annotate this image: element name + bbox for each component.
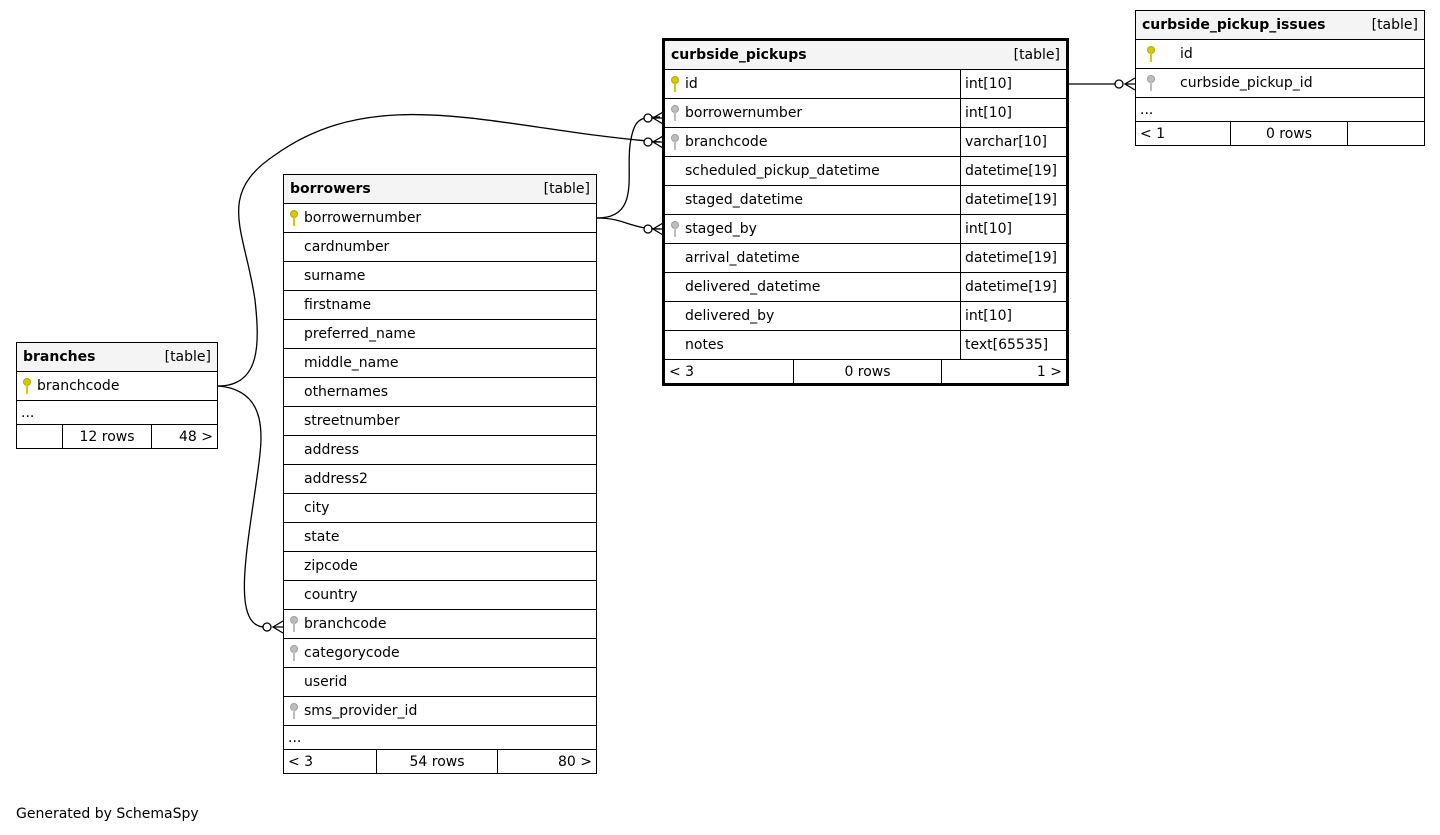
column-name: delivered_by: [685, 308, 775, 324]
table-name: branches: [23, 349, 96, 365]
column-row[interactable]: [665, 128, 1066, 157]
table-type: [table]: [164, 349, 211, 365]
column-name: id: [685, 76, 698, 92]
edge-branches-to-borrowers-branchcode: [218, 386, 265, 627]
column-name: branchcode: [37, 378, 120, 394]
column-row[interactable]: [284, 581, 596, 610]
column-row[interactable]: [284, 233, 596, 262]
table-footer: [665, 360, 1066, 383]
column-row[interactable]: [284, 523, 596, 552]
column-name: sms_provider_id: [304, 703, 418, 719]
column-row[interactable]: [284, 320, 596, 349]
table-footer: [284, 750, 596, 773]
column-type: datetime[19]: [960, 244, 1066, 272]
column-type: int[10]: [960, 215, 1066, 243]
column-type: varchar[10]: [960, 128, 1066, 156]
column-row[interactable]: [1136, 40, 1424, 69]
column-row[interactable]: [665, 273, 1066, 302]
column-type: text[65535]: [960, 331, 1066, 359]
column-type: datetime[19]: [960, 157, 1066, 185]
column-name: cardnumber: [304, 239, 390, 255]
table-header: [284, 175, 596, 204]
column-row[interactable]: [284, 697, 596, 726]
table-curbside-pickup-issues[interactable]: [1135, 10, 1425, 146]
column-row[interactable]: [17, 372, 217, 401]
column-name: othernames: [304, 384, 389, 400]
foreign-key-icon: [1147, 75, 1155, 91]
table-footer: [17, 425, 217, 448]
column-type: int[10]: [960, 302, 1066, 330]
column-name: categorycode: [304, 645, 400, 661]
column-name: arrival_datetime: [685, 250, 800, 266]
column-name: staged_by: [685, 221, 757, 237]
column-row[interactable]: [665, 331, 1066, 360]
column-name: country: [304, 587, 358, 603]
foreign-key-icon: [671, 221, 679, 237]
footer-parents: [17, 425, 62, 448]
crowfoot-circle: [1115, 80, 1123, 88]
column-name: branchcode: [304, 616, 387, 632]
foreign-key-icon: [290, 703, 298, 719]
column-name: notes: [685, 337, 724, 353]
table-branches[interactable]: [16, 342, 218, 449]
column-type: datetime[19]: [960, 186, 1066, 214]
primary-key-icon: [23, 378, 31, 394]
column-row[interactable]: [284, 349, 596, 378]
column-name: userid: [304, 674, 348, 690]
table-type: [table]: [1371, 17, 1418, 33]
crowfoot-marker: [273, 621, 283, 633]
column-row[interactable]: [284, 552, 596, 581]
footer-row-count: 12 rows: [62, 425, 151, 448]
column-name: preferred_name: [304, 326, 416, 342]
column-name: delivered_datetime: [685, 279, 821, 295]
foreign-key-icon: [671, 134, 679, 150]
column-row[interactable]: [665, 186, 1066, 215]
footer-row-count: 54 rows: [376, 750, 497, 773]
column-name: branchcode: [685, 134, 768, 150]
foreign-key-icon: [671, 105, 679, 121]
column-name: scheduled_pickup_datetime: [685, 163, 880, 179]
column-name: curbside_pickup_id: [1180, 75, 1313, 91]
table-header: [665, 41, 1066, 70]
more-columns: ...: [1136, 98, 1424, 122]
column-row[interactable]: [284, 494, 596, 523]
column-row[interactable]: [665, 70, 1066, 99]
crowfoot-circle: [263, 623, 271, 631]
crowfoot-circle: [644, 114, 652, 122]
footer-children: 1 >: [941, 360, 1066, 383]
column-name: city: [304, 500, 330, 516]
footer-parents: < 1: [1140, 125, 1166, 142]
foreign-key-icon: [290, 616, 298, 632]
column-row[interactable]: [1136, 69, 1424, 98]
column-row[interactable]: [665, 99, 1066, 128]
table-curbside-pickups[interactable]: [662, 38, 1069, 386]
footer-row-count: 0 rows: [793, 360, 941, 383]
footer-row-count: 0 rows: [1230, 122, 1347, 145]
column-name: middle_name: [304, 355, 399, 371]
table-header: [17, 343, 217, 372]
column-row[interactable]: [284, 204, 596, 233]
crowfoot-marker: [1125, 78, 1135, 90]
column-name: state: [304, 529, 340, 545]
primary-key-icon: [290, 210, 298, 226]
column-row[interactable]: [284, 639, 596, 668]
column-type: int[10]: [960, 70, 1066, 98]
crowfoot-circle: [644, 225, 652, 233]
more-columns: ...: [284, 726, 596, 750]
crowfoot-circle: [644, 138, 652, 146]
column-row[interactable]: [665, 215, 1066, 244]
column-name: staged_datetime: [685, 192, 803, 208]
column-name: zipcode: [304, 558, 358, 574]
column-name: surname: [304, 268, 366, 284]
column-row[interactable]: [284, 291, 596, 320]
column-type: int[10]: [960, 99, 1066, 127]
column-name: streetnumber: [304, 413, 400, 429]
table-footer: [1136, 122, 1424, 145]
column-name: firstname: [304, 297, 372, 313]
column-name: address2: [304, 471, 368, 487]
column-name: borrowernumber: [685, 105, 803, 121]
table-name: borrowers: [290, 181, 371, 197]
footer-children: [1347, 122, 1424, 145]
table-type: [table]: [543, 181, 590, 197]
primary-key-icon: [1147, 46, 1155, 62]
table-name: curbside_pickup_issues: [1142, 17, 1326, 33]
column-name: address: [304, 442, 360, 458]
primary-key-icon: [671, 76, 679, 92]
column-row[interactable]: [665, 157, 1066, 186]
table-type: [table]: [1013, 47, 1060, 63]
column-row[interactable]: [284, 668, 596, 697]
column-row[interactable]: [665, 302, 1066, 331]
footer-parents: < 3: [288, 753, 314, 770]
table-borrowers[interactable]: [283, 174, 597, 774]
table-header: [1136, 11, 1424, 40]
edge-borrowers-to-curbside-borrowernumber: [597, 117, 660, 218]
footer-children: 48 >: [151, 425, 217, 448]
column-row[interactable]: [284, 610, 596, 639]
column-row[interactable]: [284, 407, 596, 436]
column-row[interactable]: [284, 465, 596, 494]
column-type: datetime[19]: [960, 273, 1066, 301]
column-row[interactable]: [284, 262, 596, 291]
column-row[interactable]: [665, 244, 1066, 273]
column-name: borrowernumber: [304, 210, 422, 226]
footer-parents: < 3: [669, 363, 695, 380]
footer-children: 80 >: [497, 750, 596, 773]
more-columns: ...: [17, 401, 217, 425]
column-row[interactable]: [284, 378, 596, 407]
generated-by-label: Generated by SchemaSpy: [16, 806, 199, 822]
table-name: curbside_pickups: [671, 47, 807, 63]
column-name: id: [1180, 46, 1193, 62]
foreign-key-icon: [290, 645, 298, 661]
column-row[interactable]: [284, 436, 596, 465]
